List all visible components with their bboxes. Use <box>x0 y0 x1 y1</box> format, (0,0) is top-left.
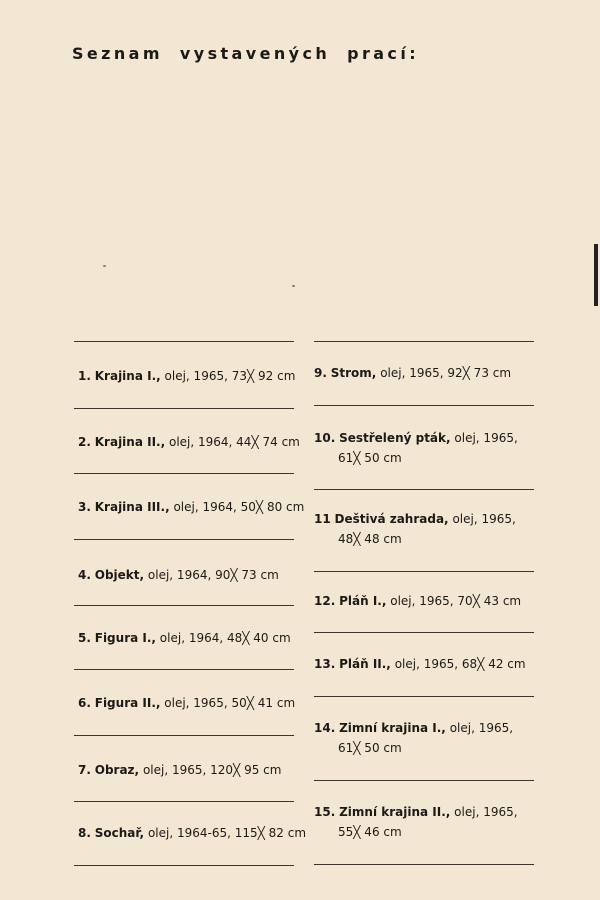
divider <box>314 696 534 697</box>
item-dimensions: 55╳ 46 cm <box>338 825 402 839</box>
divider <box>74 539 294 540</box>
list-item <box>314 718 513 758</box>
divider <box>314 632 534 633</box>
list-item <box>314 654 526 674</box>
page-title: Seznam vystavených prací: <box>72 44 419 63</box>
list-item <box>314 509 516 549</box>
paper-speck <box>292 285 295 287</box>
list-item <box>78 628 291 648</box>
item-title: Sestřelený pták, <box>339 431 451 445</box>
list-item <box>78 760 281 780</box>
item-details: olej, 1964, 44╳ 74 cm <box>168 435 300 449</box>
item-number: 9. <box>314 366 327 380</box>
divider <box>74 801 294 802</box>
item-number: 1. <box>78 369 91 383</box>
item-title: Zimní krajina I., <box>339 721 446 735</box>
divider <box>314 405 534 406</box>
item-number: 10. <box>314 431 336 445</box>
divider <box>74 735 294 736</box>
divider <box>74 605 294 606</box>
item-number: 5. <box>78 631 91 645</box>
item-details: olej, 1964, 50╳ 80 cm <box>173 500 305 514</box>
item-title: Obraz, <box>94 763 140 777</box>
list-item <box>314 802 518 842</box>
divider <box>314 864 534 865</box>
divider <box>74 341 294 342</box>
list-item <box>78 432 300 452</box>
item-details: olej, 1964, 90╳ 73 cm <box>147 568 279 582</box>
divider <box>314 489 534 490</box>
item-details: olej, 1965, 50╳ 41 cm <box>164 696 296 710</box>
item-details: olej, 1965, <box>454 805 518 819</box>
list-item <box>78 497 304 517</box>
item-details: olej, 1964, 48╳ 40 cm <box>159 631 291 645</box>
item-details: olej, 1965, 120╳ 95 cm <box>142 763 282 777</box>
divider <box>314 780 534 781</box>
item-details: olej, 1965, 70╳ 43 cm <box>390 594 522 608</box>
item-number: 3. <box>78 500 91 514</box>
item-title: Zimní krajina II., <box>339 805 451 819</box>
item-title: Deštivá zahrada, <box>334 512 449 526</box>
item-details: olej, 1965, <box>449 721 514 735</box>
item-title: Pláň I., <box>339 594 387 608</box>
item-title: Figura I., <box>94 631 156 645</box>
item-number: 14. <box>314 721 336 735</box>
item-title: Strom, <box>330 366 377 380</box>
divider <box>74 473 294 474</box>
list-item <box>78 823 306 843</box>
list-item <box>78 693 295 713</box>
item-details: olej, 1965, 68╳ 42 cm <box>394 657 526 671</box>
item-title: Sochař, <box>94 826 145 840</box>
list-item <box>78 366 295 386</box>
list-item <box>78 565 279 585</box>
divider <box>74 669 294 670</box>
item-details: olej, 1965, 73╳ 92 cm <box>164 369 296 383</box>
item-title: Krajina III., <box>94 500 170 514</box>
item-number: 2. <box>78 435 91 449</box>
list-item <box>314 428 518 468</box>
item-dimensions: 61╳ 50 cm <box>338 741 402 755</box>
item-title: Figura II., <box>94 696 161 710</box>
item-details: olej, 1965, 92╳ 73 cm <box>380 366 512 380</box>
list-item <box>314 363 511 383</box>
binding-edge-mark <box>594 244 598 306</box>
item-title: Krajina I., <box>94 369 161 383</box>
item-dimensions: 61╳ 50 cm <box>338 451 402 465</box>
item-number: 8. <box>78 826 91 840</box>
item-number: 4. <box>78 568 91 582</box>
item-number: 13. <box>314 657 336 671</box>
item-dimensions: 48╳ 48 cm <box>338 532 402 546</box>
divider <box>74 865 294 866</box>
item-number: 11 <box>314 512 331 526</box>
item-details: olej, 1965, <box>454 431 518 445</box>
list-item <box>314 591 521 611</box>
item-number: 12. <box>314 594 336 608</box>
item-number: 7. <box>78 763 91 777</box>
item-details: olej, 1965, <box>452 512 516 526</box>
divider <box>314 571 534 572</box>
divider <box>314 341 534 342</box>
paper-speck <box>103 265 106 267</box>
item-number: 6. <box>78 696 91 710</box>
item-title: Objekt, <box>94 568 145 582</box>
divider <box>74 408 294 409</box>
item-details: olej, 1964-65, 115╳ 82 cm <box>147 826 307 840</box>
item-title: Krajina II., <box>94 435 166 449</box>
item-number: 15. <box>314 805 336 819</box>
item-title: Pláň II., <box>339 657 391 671</box>
